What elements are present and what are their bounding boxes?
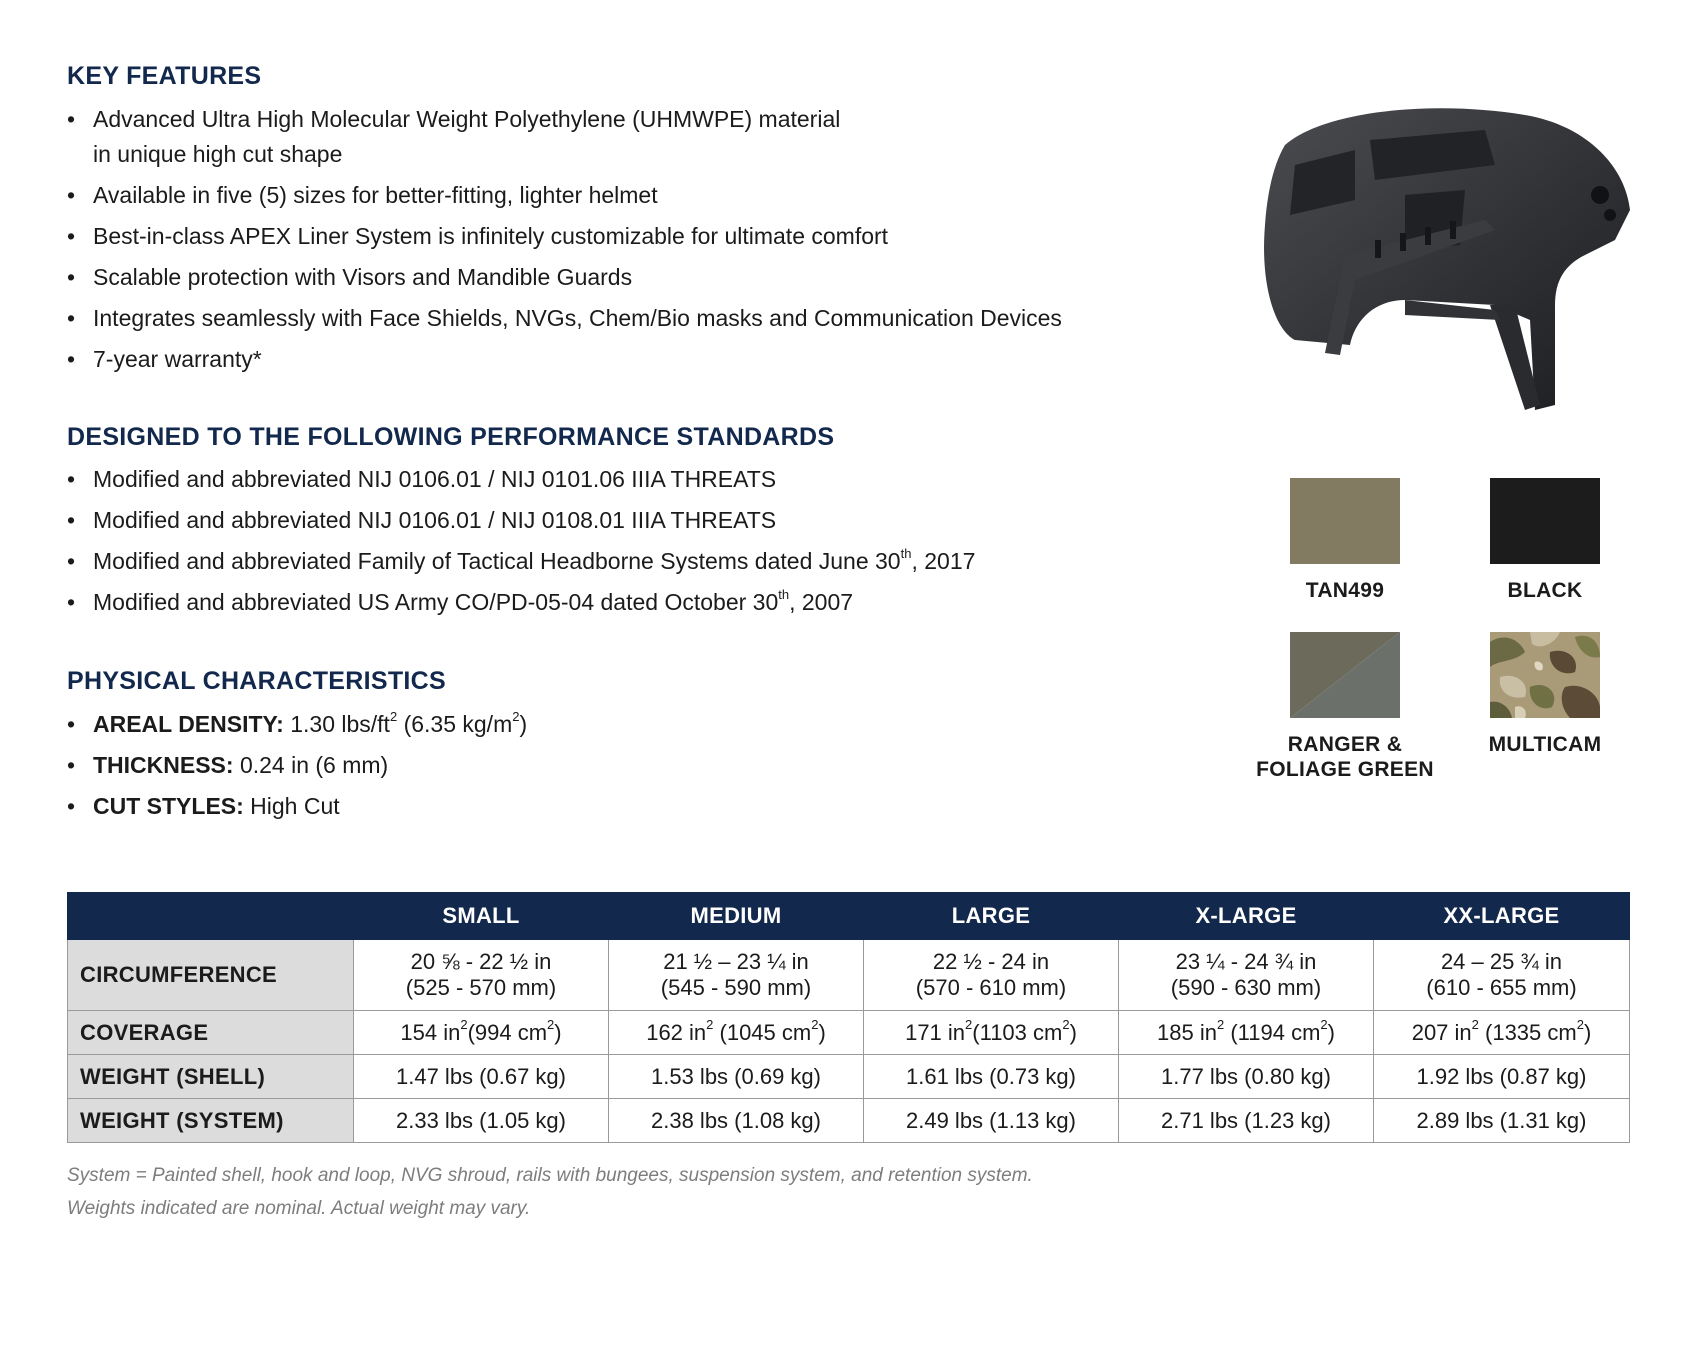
table-cell: 1.61 lbs (0.73 kg) <box>864 1055 1119 1099</box>
list-item: • Modified and abbreviated NIJ 0106.01 / NIJ 0108.01 IIIA THREATS <box>67 503 975 538</box>
physical-title: PHYSICAL CHARACTERISTICS <box>67 667 446 695</box>
table-header: XX-LARGE <box>1374 893 1630 940</box>
key-features-title: KEY FEATURES <box>67 62 262 90</box>
color-swatch-ranger-foliage <box>1245 632 1445 782</box>
row-header: WEIGHT (SHELL) <box>68 1055 354 1099</box>
size-table <box>67 892 1630 1143</box>
bullet-text: Advanced Ultra High Molecular Weight Polyethylene (UHMWPE) material <box>93 106 841 132</box>
table-row <box>68 1055 1630 1099</box>
bullet-text: in unique high cut shape <box>93 141 343 167</box>
list-item: • Scalable protection with Visors and Mandible Guards <box>67 260 1062 295</box>
table-header: MEDIUM <box>609 893 864 940</box>
standards-title: DESIGNED TO THE FOLLOWING PERFORMANCE STANDARDS <box>67 423 835 451</box>
table-header-row <box>68 893 1630 940</box>
swatch-black <box>1490 478 1600 564</box>
system-note: System = Painted shell, hook and loop, NVG shroud, rails with bungees, suspension system, and retention system. <box>67 1165 1033 1186</box>
table-cell: 2.33 lbs (1.05 kg) <box>354 1099 609 1143</box>
list-item: • 7-year warranty* <box>67 342 1062 377</box>
spec-label: AREAL DENSITY: <box>93 711 284 737</box>
list-item: • Integrates seamlessly with Face Shields, NVGs, Chem/Bio masks and Communication Devices <box>67 301 1062 336</box>
table-cell: 162 $in^2$ (1045 $cm^2$) <box>609 1011 864 1055</box>
weights-note: Weights indicated are nominal. Actual weight may vary. <box>67 1198 531 1219</box>
list-item: • THICKNESS: 0.24 in (6 mm) <box>67 748 527 783</box>
table-cell: 2.89 lbs (1.31 kg) <box>1374 1099 1630 1143</box>
table-cell: 207 $in^2$ (1335 $cm^2$) <box>1374 1011 1630 1055</box>
spec-label: CUT STYLES: <box>93 793 244 819</box>
swatch-label: BLACK <box>1507 579 1583 602</box>
table-cell: 171 $in^2(1103$ $cm^2$) <box>864 1011 1119 1055</box>
physical-list <box>67 707 527 830</box>
swatch-label: RANGER & FOLIAGE GREEN <box>1256 733 1434 781</box>
helmet-image <box>1255 105 1635 435</box>
color-swatch-multicam <box>1445 632 1645 757</box>
swatch-label: MULTICAM <box>1488 733 1602 756</box>
table-cell: 22 ½ - 24 in (570 - 610 mm) <box>864 940 1119 1011</box>
table-row <box>68 940 1630 1011</box>
table-cell: 154 $in^2(994$ $cm^2$) <box>354 1011 609 1055</box>
standards-list <box>67 462 975 626</box>
row-header: COVERAGE <box>68 1011 354 1055</box>
key-features-list <box>67 102 1062 383</box>
swatch-ranger-foliage <box>1290 632 1400 718</box>
swatch-tan499 <box>1290 478 1400 564</box>
table-row <box>68 1011 1630 1055</box>
table-header: LARGE <box>864 893 1119 940</box>
table-cell: 20 ⅝ - 22 ½ in (525 - 570 mm) <box>354 940 609 1011</box>
list-item: • AREAL DENSITY: 1.30 lbs/$ft^2$ (6.35 $kg/m^2$) <box>67 707 527 742</box>
table-cell: 1.47 lbs (0.67 kg) <box>354 1055 609 1099</box>
table-cell: 185 $in^2$ (1194 $cm^2$) <box>1119 1011 1374 1055</box>
table-cell: 2.49 lbs (1.13 kg) <box>864 1099 1119 1143</box>
row-header: WEIGHT (SYSTEM) <box>68 1099 354 1143</box>
list-item: • Best-in-class APEX Liner System is infinitely customizable for ultimate comfort <box>67 219 1062 254</box>
table-header: SMALL <box>354 893 609 940</box>
table-cell: 21 ½ – 23 ¼ in (545 - 590 mm) <box>609 940 864 1011</box>
list-item: • Modified and abbreviated US Army CO/PD-05-04 dated October 30th, 2007 <box>67 585 975 620</box>
table-cell: 2.71 lbs (1.23 kg) <box>1119 1099 1374 1143</box>
list-item: • Modified and abbreviated NIJ 0106.01 / NIJ 0101.06 IIIA THREATS <box>67 462 975 497</box>
table-cell: 1.53 lbs (0.69 kg) <box>609 1055 864 1099</box>
table-row <box>68 1099 1630 1143</box>
table-cell: 24 – 25 ¾ in (610 - 655 mm) <box>1374 940 1630 1011</box>
row-header: CIRCUMFERENCE <box>68 940 354 1011</box>
swatch-label: TAN499 <box>1305 579 1385 602</box>
list-item: • Available in five (5) sizes for better-fitting, lighter helmet <box>67 178 1062 213</box>
list-item: • Modified and abbreviated Family of Tactical Headborne Systems dated June 30th, 2017 <box>67 544 975 579</box>
table-header: X-LARGE <box>1119 893 1374 940</box>
table-cell: 1.77 lbs (0.80 kg) <box>1119 1055 1374 1099</box>
spec-label: THICKNESS: <box>93 752 234 778</box>
list-item: • CUT STYLES: High Cut <box>67 789 527 824</box>
table-cell: 1.92 lbs (0.87 kg) <box>1374 1055 1630 1099</box>
swatch-multicam <box>1490 632 1600 718</box>
table-header-corner <box>68 893 354 940</box>
table-cell: 2.38 lbs (1.08 kg) <box>609 1099 864 1143</box>
color-swatch-tan499 <box>1245 478 1445 603</box>
table-cell: 23 ¼ - 24 ¾ in (590 - 630 mm) <box>1119 940 1374 1011</box>
list-item <box>67 102 1062 172</box>
color-swatch-black <box>1445 478 1645 603</box>
